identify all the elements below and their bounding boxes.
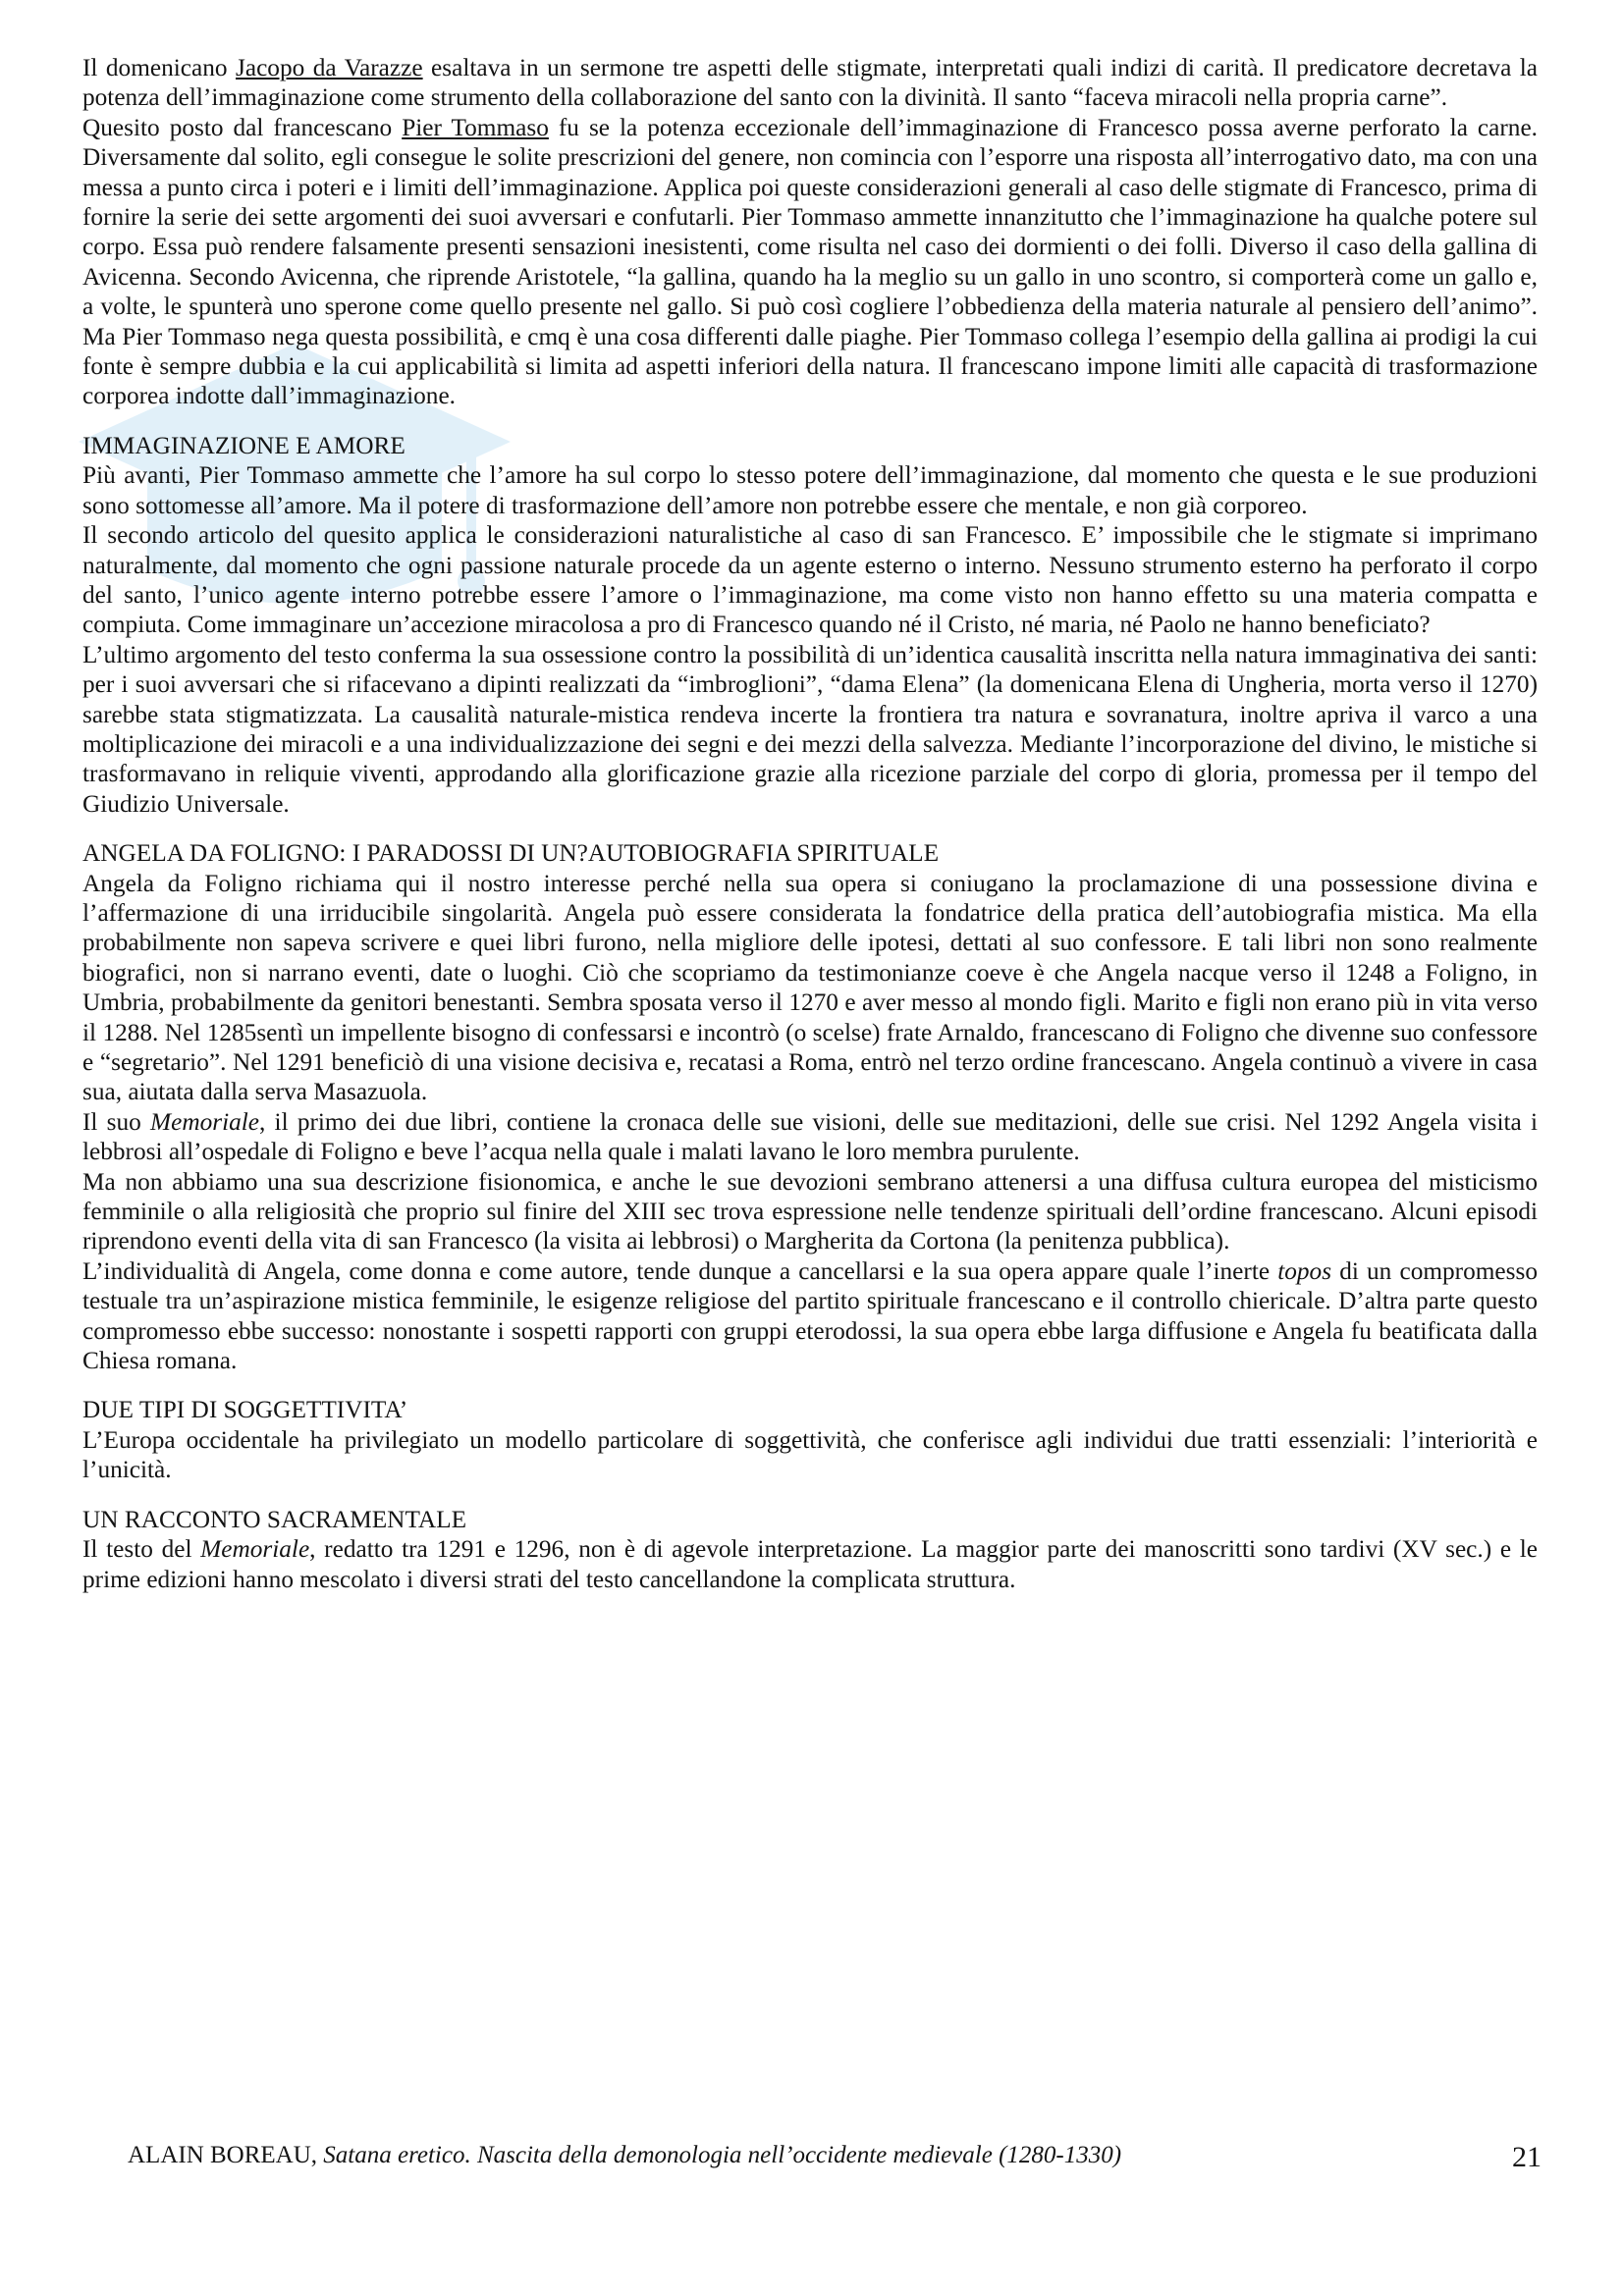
link-jacopo-da-varazze[interactable]: Jacopo da Varazze xyxy=(236,54,423,81)
main-text xyxy=(82,53,1538,1594)
section-heading: UN RACCONTO SACRAMENTALE xyxy=(82,1505,467,1533)
section-heading: IMMAGINAZIONE E AMORE xyxy=(82,431,406,459)
section-heading: ANGELA DA FOLIGNO: I PARADOSSI DI UN?AUTOBIOGRAFIA SPIRITUALE xyxy=(82,839,940,868)
paragraph: Il suo Memoriale, il primo dei due libri, contiene la cronaca delle sue visioni, delle sue meditazioni, delle sue crisi. Nel 1292 Angela visita i lebbrosi all’ospedale di Foligno e beve l’acqua nella quale i malati lavano le loro membra purulente. xyxy=(82,1107,1538,1166)
paragraph: Il secondo articolo del quesito applica le considerazioni naturalistiche al caso di san Francesco. E’ impossibile che le stigmate si imprimano naturalmente, dal momento che ogni passione naturale procede da un agente esterno o interno. Nessuno strumento esterno ha perforato il corpo del santo, l’unico agente interno potrebbe essere l’amore o l’immaginazione, ma come visto non hanno effetto su una materia compatta e compiuta. Come immaginare un’accezione miracolosa a pro di Francesco quando né il Cristo, né maria, né Paolo ne hanno beneficiato? xyxy=(82,521,1538,639)
section-heading: DUE TIPI DI SOGGETTIVITA’ xyxy=(82,1396,408,1424)
paragraph: Il domenicano Jacopo da Varazze esaltava in un sermone tre aspetti delle stigmate, interpretati quali indizi di carità. Il predicatore decretava la potenza dell’immaginazione come strumento della collaborazione del santo con la divinità. Il santo “faceva miracoli nella propria carne”. xyxy=(82,54,1539,112)
page-number: 21 xyxy=(1512,2141,1542,2173)
paragraph: Più avanti, Pier Tommaso ammette che l’amore ha sul corpo lo stesso potere dell’immaginazione, dal momento che questa e le sue produzioni sono sottomesse all’amore. Ma il potere di trasformazione dell’amore non potrebbe essere che mentale, e non già corporeo. xyxy=(82,461,1538,519)
paragraph: Il testo del Memoriale, redatto tra 1291 e 1296, non è di agevole interpretazione. La maggior parte dei manoscritti sono tardivi (XV sec.) e le prime edizioni hanno mescolato i diversi strati del testo cancellandone la complicata struttura. xyxy=(82,1535,1538,1593)
footer-author: ALAIN BOREAU, xyxy=(128,2142,324,2168)
footer-book-title: Satana eretico. Nascita della demonologia nell’occidente medievale (1280-1330) xyxy=(323,2142,1122,2168)
page-footer xyxy=(128,2141,1542,2173)
paragraph: L’ultimo argomento del testo conferma la sua ossessione contro la possibilità di un’identica causalità inscritta nella natura immaginativa dei santi: per i suoi avversari che si rifacevano a dipinti realizzati da “imbroglioni”, “dama Elena” (la domenicana Elena di Ungheria, morta verso il 1270) sarebbe stata stigmatizzata. La causalità naturale-mistica rendeva incerte la frontiera tra natura e sovranatura, inoltre apriva il varco a una moltiplicazione dei miracoli e a una individualizzazione dei segni e dei mezzi della salvezza. Mediante l’incorporazione del divino, le mistiche si trasformavano in reliquie viventi, approdando alla glorificazione grazie alla ricezione parziale del corpo di gloria, promessa per il tempo del Giudizio Universale. xyxy=(82,640,1538,818)
paragraph: L’Europa occidentale ha privilegiato un modello particolare di soggettività, che conferisce agli individui due tratti essenziali: l’interiorità e l’unicità. xyxy=(82,1425,1538,1484)
paragraph: Ma non abbiamo una sua descrizione fisionomica, e anche le sue devozioni sembrano attenersi a una diffusa cultura europea del misticismo femminile o alla religiosità che proprio sul finire del XIII sec trova espressione nelle tendenze spirituali dell’ordine francescano. Alcuni episodi riprendono eventi della vita di san Francesco (la visita ai lebbrosi) o Margherita da Cortona (la penitenza pubblica). xyxy=(82,1167,1538,1255)
paragraph: Angela da Foligno richiama qui il nostro interesse perché nella sua opera si coniugano la proclamazione di una possessione divina e l’affermazione di una irriducibile singolarità. Angela può essere considerata la fondatrice della pratica dell’autobiografia mistica. Ma ella probabilmente non sapeva scrivere e quei libri furono, nella migliore delle ipotesi, dettati al suo confessore. E tali libri non sono realmente biografici, non si narrano eventi, date o luoghi. Ciò che scopriamo da testimonianze coeve è che Angela nacque verso il 1248 a Foligno, in Umbria, probabilmente da genitori benestanti. Sembra sposata verso il 1270 e aver messo al mondo figli. Marito e figli non erano più in vita verso il 1288. Nel 1285sentì un impellente bisogno di confessarsi e incontrò (o scelse) frate Arnaldo, francescano di Foligno che divenne suo confessore e “segretario”. Nel 1291 beneficiò di una visione decisiva e, recatasi a Roma, entrò nel terzo ordine francescano. Angela continuò a vivere in casa sua, aiutata dalla serva Masazuola. xyxy=(82,869,1538,1106)
paragraph: L’individualità di Angela, come donna e come autore, tende dunque a cancellarsi e la sua opera appare quale l’inerte topos di un compromesso testuale tra un’aspirazione mistica femminile, le esigenze religiose del partito spirituale francescano e il controllo chiericale. D’altra parte questo compromesso ebbe successo: nonostante i sospetti rapporti con gruppi eterodossi, la sua opera ebbe larga diffusione e Angela fu beatificata dalla Chiesa romana. xyxy=(82,1256,1538,1375)
paragraph: Quesito posto dal francescano Pier Tommaso fu se la potenza eccezionale dell’immaginazione di Francesco possa averne perforato la carne. Diversamente dal solito, egli consegue le solite prescrizioni del genere, non comincia con l’esporre una risposta all’interrogativo dato, ma con una messa a punto circa i poteri e i limiti dell’immaginazione. Applica poi queste considerazioni generali al caso delle stigmate di Francesco, prima di fornire la serie dei sette argomenti dei suoi avversari e confutarli. Pier Tommaso ammette innanzitutto che l’immaginazione ha qualche potere sul corpo. Essa può rendere falsamente presenti sensazioni inesistenti, come risulta nel caso dei dormienti o dei folli. Diverso il caso della gallina di Avicenna. Secondo Avicenna, che riprende Aristotele, “la gallina, quando ha la meglio su un gallo in uno scontro, si comporterà come un gallo e, a volte, le spunterà uno sperone come quello presente nel gallo. Si può così cogliere l’obbedienza della materia naturale al pensiero dell’animo”. Ma Pier Tommaso nega questa possibilità, e cmq è una cosa differenti dalle piaghe. Pier Tommaso collega l’esempio della gallina ai prodigi la cui fonte è sempre dubbia e la cui applicabilità si limita ad aspetti inferiori della natura. Il francescano impone limiti alle capacità di trasformazione corporea indotte dall’immaginazione. xyxy=(82,113,1539,410)
link-pier-tommaso[interactable]: Pier Tommaso xyxy=(402,113,549,141)
